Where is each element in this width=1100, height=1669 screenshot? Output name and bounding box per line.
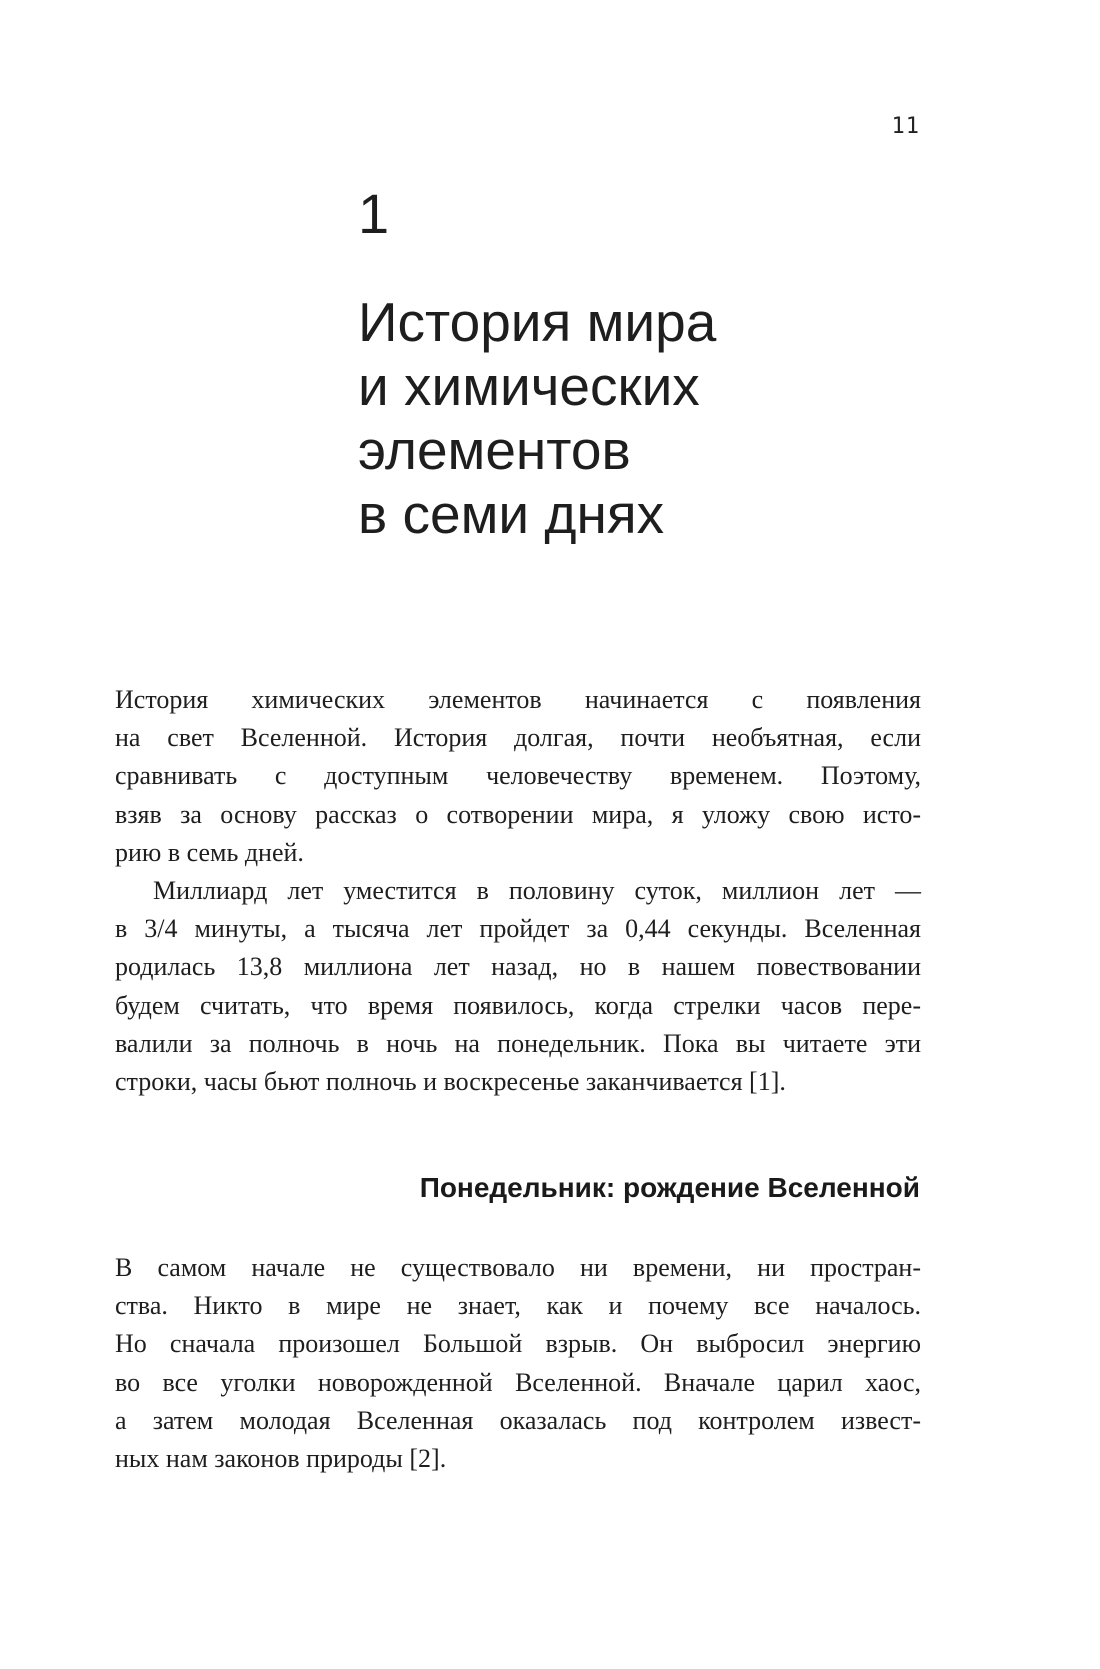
text-line: рию в семь дней. [115, 837, 304, 867]
text-line: а затем молодая Вселенная оказалась под контролем извест- [115, 1405, 921, 1435]
text-line: История химических элементов начинается с появления [115, 685, 921, 714]
text-line: Но сначала произошел Большой взрыв. Он выбросил энергию [115, 1329, 921, 1359]
text-line: ных нам законов природы [2]. [115, 1443, 447, 1473]
text-line: сравнивать с доступным человечеству временем. Поэтому, [115, 761, 921, 791]
text-line: строки, часы бьют полночь и воскресенье заканчивается [1]. [115, 1066, 786, 1096]
page-number: 11 [891, 114, 920, 139]
chapter-title-line: и химических [358, 355, 700, 417]
intro-paragraph-1 [115, 681, 921, 872]
text-line: В самом начале не существовало ни времени, ни простран- [115, 1253, 921, 1282]
chapter-title-line: История мира [358, 291, 717, 353]
text-line: ства. Никто в мире не знает, как и почему все началось. [115, 1291, 921, 1321]
section-paragraph-1 [115, 1249, 921, 1478]
text-line: будем считать, что время появилось, когда стрелки часов пере- [115, 990, 921, 1020]
text-line: взяв за основу рассказ о сотворении мира, я уложу свою исто- [115, 799, 921, 829]
text-line: родилась 13,8 миллиона лет назад, но в нашем повествовании [115, 952, 921, 982]
text-line: в 3/4 минуты, а тысяча лет пройдет за 0,44 секунды. Вселенная [115, 914, 921, 944]
chapter-title-line: элементов [358, 419, 631, 481]
text-line: Миллиард лет уместится в половину суток, миллион лет — [153, 876, 921, 905]
chapter-title-line: в семи днях [358, 483, 665, 545]
text-line: во все уголки новорожденной Вселенной. Вначале царил хаос, [115, 1367, 921, 1397]
text-line: валили за полночь в ночь на понедельник. Пока вы читаете эти [115, 1028, 921, 1058]
section-heading: Понедельник: рождение Вселенной [419, 1172, 920, 1203]
chapter-number: 1 [358, 182, 390, 245]
text-line: на свет Вселенной. История долгая, почти необъятная, если [115, 723, 921, 753]
intro-paragraph-2 [115, 872, 921, 1101]
chapter-title [358, 290, 878, 546]
